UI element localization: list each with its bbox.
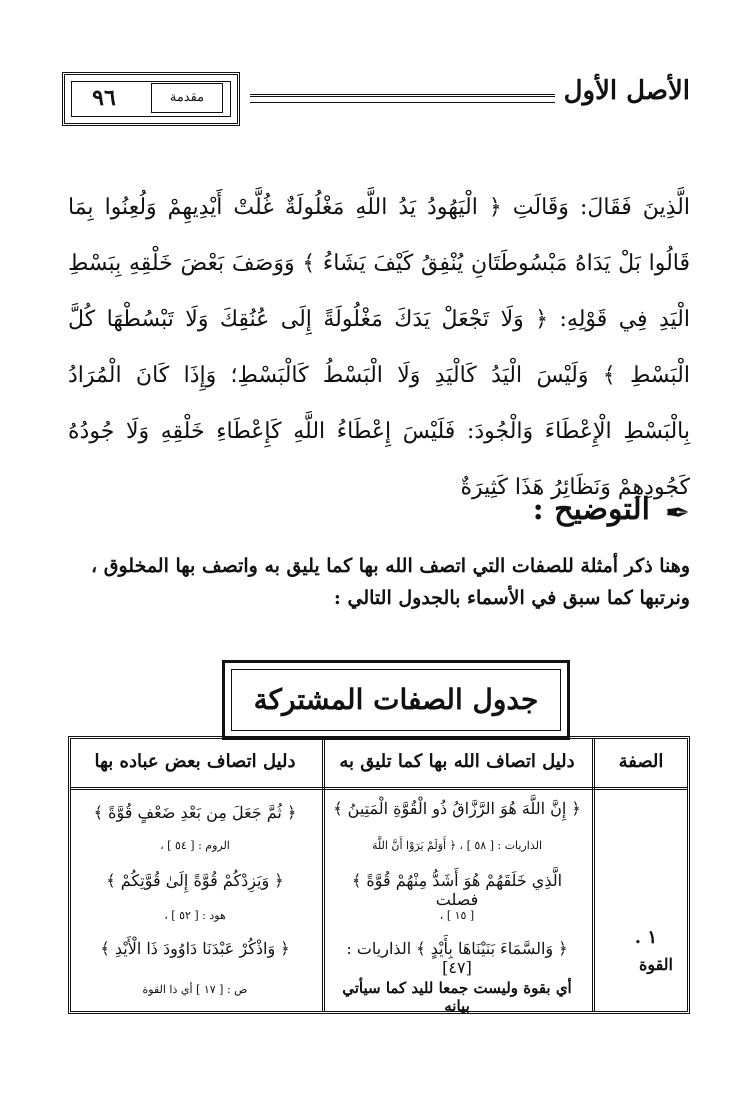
row-number: ١ . [634, 927, 657, 948]
table-caption: جدول الصفات المشتركة [253, 683, 539, 716]
servant-evidence-cell [68, 787, 325, 1011]
shared-attributes-table [68, 736, 690, 1014]
page-number-frame [62, 72, 240, 126]
explanation-title: التوضيح : [532, 492, 650, 527]
header-servant-evidence: دليل اتصاف بعض عباده بها [94, 751, 296, 772]
servant-evidence-verse-1: ﴿ ثُمَّ جَعَلَ مِن بَعْدِ ضَعْفٍ قُوَّةً ﴾ [93, 803, 297, 822]
god-evidence-ref-2: [ ١٥ ] ، [439, 909, 475, 922]
header-rule-thin [250, 102, 555, 103]
servant-evidence-ref-1: الروم : [ ٥٤ ] ، [160, 839, 230, 852]
servant-evidence-ref-2: هود : [ ٥٢ ] ، [164, 909, 226, 922]
section-title: الأصل الأول [563, 76, 690, 106]
table-header-row [71, 739, 687, 790]
god-evidence-ref-1: الذاريات : [ ٥٨ ] ، ﴿ أَوَلَمْ يَرَوْا أَنَّ اللَّهَ [371, 839, 543, 852]
quill-icon: ✒ [664, 496, 690, 531]
god-evidence-verse-3: ﴿ وَالسَّمَاءَ بَنَيْنَاهَا بِأَيْدٍ ﴾ الذاريات : [٤٧] [346, 939, 568, 977]
table-row [71, 787, 687, 1015]
page-number: ٩٦ [92, 85, 116, 111]
header-attribute: الصفة [618, 751, 664, 772]
god-evidence-verse-1: ﴿ إِنَّ اللَّهَ هُوَ الرَّزَّاقُ ذُو الْقُوَّةِ الْمَتِينُ ﴾ [333, 799, 581, 818]
explanation-line-2: ونرتبها كما سبق في الأسماء بالجدول التالي : [333, 587, 690, 609]
table-caption-frame [222, 660, 570, 740]
attribute-cell [595, 787, 687, 1011]
attribute-name: القوة [638, 955, 673, 974]
servant-evidence-verse-3: ﴿ وَاذْكُرْ عَبْدَنَا دَاوُودَ ذَا الْأَيْدِ ﴾ [100, 939, 290, 958]
header-rule [250, 94, 555, 97]
servant-evidence-verse-2: ﴿ وَيَزِدْكُمْ قُوَّةً إِلَىٰ قُوَّتِكُمْ ﴾ [106, 871, 284, 890]
explanation-heading [420, 492, 690, 542]
god-evidence-verse-2: الَّذِي خَلَقَهُمْ هُوَ أَشَدُّ مِنْهُمْ قُوَّةً ﴾ فصلت [351, 871, 563, 909]
page-header [50, 68, 690, 130]
page-tag: مقدمة [151, 83, 223, 113]
god-evidence-cell [322, 787, 595, 1015]
header-god-evidence: دليل اتصاف الله بها كما تليق به [339, 751, 575, 772]
servant-evidence-ref-3: ص : [ ١٧ ] أي ذا القوة [142, 983, 248, 996]
god-evidence-note: أي بقوة وليست جمعا لليد كما سيأتي بيانه [342, 979, 572, 1015]
main-text: الَّذِينَ فَقَالَ: وَقَالَتِ ﴿ الْيَهُودُ يَدُ اللَّهِ مَغْلُولَةٌ غُلَّتْ أَيْدِيهِمْ وَلُعِنُوا بِمَا قَالُوا بَلْ يَدَاهُ مَبْسُوطَتَانِ يُنْفِقُ كَيْفَ يَشَاءُ ﴾ وَوَصَفَ بَعْضَ خَلْقِهِ بِبَسْطِ الْيَدِ فِي قَوْلِهِ: ﴿ وَلَا تَجْعَلْ يَدَكَ مَغْلُولَةً إِلَى عُنُقِكَ وَلَا تَبْسُطْهَا كُلَّ الْبَسْطِ ﴾ وَلَيْسَ الْيَدُ كَالْيَدِ وَلَا الْبَسْطُ كَالْبَسْطِ؛ وَإِذَا كَانَ الْمُرَادُ بِالْبَسْطِ الْإِعْطَاءَ وَالْجُودَ: فَلَيْسَ إِعْطَاءُ اللَّهِ كَإِعْطَاءِ خَلْقِهِ وَلَا جُودُهُ كَجُودِهِمْ وَنَظَائِرُ هَذَا كَثِيرَةٌ [68, 195, 690, 500]
explanation-body [50, 550, 690, 614]
explanation-line-1: وهنا ذكر أمثلة للصفات التي اتصف الله بها كما يليق به واتصف بها المخلوق ، [90, 555, 690, 577]
